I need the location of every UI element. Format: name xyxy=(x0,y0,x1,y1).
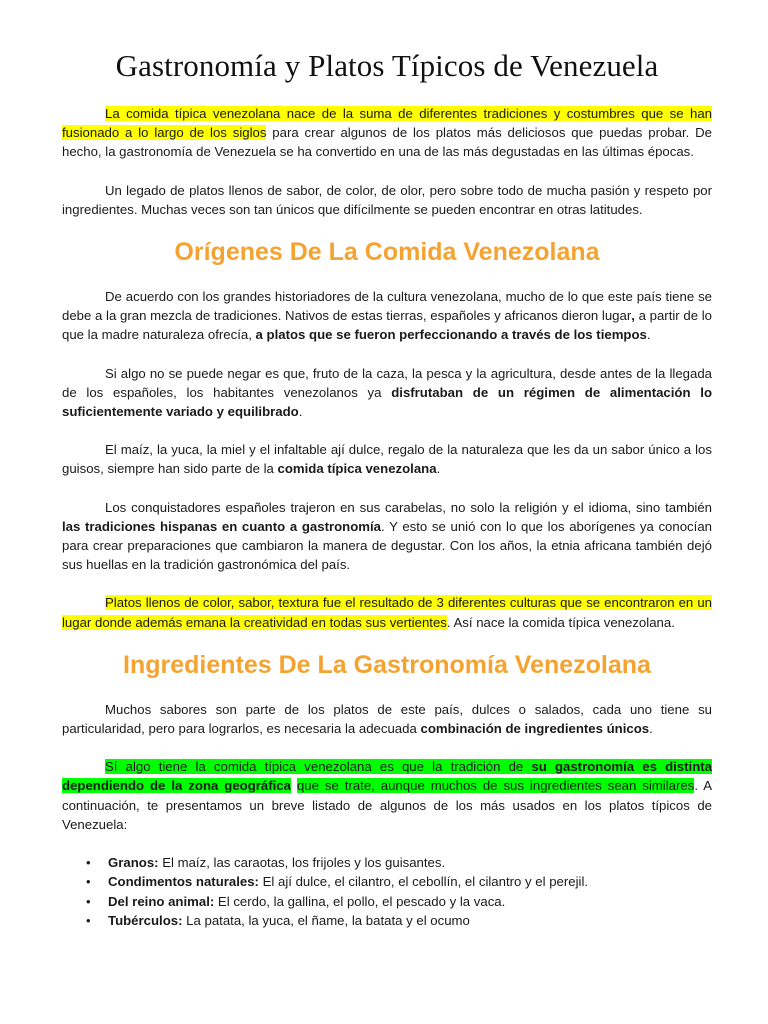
bold-text: combinación de ingredientes únicos xyxy=(420,721,650,737)
highlighted-bold-text: su gastronomía es distinta dependiendo de la zona geográfica xyxy=(62,759,712,794)
bold-text: a platos que se fueron perfeccionando a través de los tiempos xyxy=(255,327,647,343)
paragraph-text: El maíz, la yuca, la miel y el infaltable ají dulce, regalo de la naturaleza que les da un sabor único a los guisos, siempre han sido parte de la xyxy=(62,442,712,477)
list-item-label: Condimentos naturales: xyxy=(108,874,259,890)
paragraph-text: . xyxy=(646,327,651,343)
highlighted-text: La comida típica venezolana nace de la suma de diferentes tradiciones y costumbres que se han fusionado a lo largo de los siglos xyxy=(62,106,712,141)
bullet-icon: • xyxy=(86,913,91,929)
paragraph-text: De acuerdo con los grandes historiadores de la cultura venezolana, mucho de lo que este país tiene se debe a la gran mezcla de tradiciones. Nativos de estas tierras, españoles y africanos dieron lugar xyxy=(62,289,712,324)
paragraph-text: . A continuación, te presentamos un breve listado de algunos de los más usados en los platos típicos de Venezuela: xyxy=(62,778,712,832)
paragraph-text: . Y esto se unió con lo que los aborígenes ya conocían para crear preparaciones que cambiaron la manera de degustar. Con los años, la etnia africana también dejó sus huellas en la tradición gastronómica del país. xyxy=(62,518,712,573)
paragraph-text: . xyxy=(649,721,653,737)
origins-paragraph-1 xyxy=(62,287,712,345)
list-item xyxy=(86,872,712,891)
list-item-text: El ají dulce, el cilantro, el cebollín, el cilantro y el perejil. xyxy=(258,874,589,890)
bold-text: comida típica venezolana xyxy=(277,461,437,477)
ingredients-paragraph-1 xyxy=(62,700,712,738)
list-item-label: Tubérculos: xyxy=(108,913,183,929)
list-item-label: Del reino animal: xyxy=(108,893,215,909)
list-item-text: El cerdo, la gallina, el pollo, el pescado y la vaca. xyxy=(214,893,506,909)
list-item-text: La patata, la yuca, el ñame, la batata y el ocumo xyxy=(182,913,470,929)
ingredients-list xyxy=(62,853,712,931)
paragraph-text: Los conquistadores españoles trajeron en sus carabelas, no solo la religión y el idioma, sino también xyxy=(105,499,712,515)
list-item xyxy=(86,892,712,911)
origins-paragraph-5 xyxy=(62,593,712,631)
paragraph-text: . xyxy=(436,461,441,477)
paragraph-text: . xyxy=(298,404,303,420)
page-title: Gastronomía y Platos Típicos de Venezuela xyxy=(115,48,659,83)
paragraph-text: a partir de lo que la madre naturaleza ofrecía, xyxy=(62,308,712,343)
section-heading-ingredients: Ingredientes De La Gastronomía Venezolana xyxy=(123,650,651,679)
section-heading-origins: Orígenes De La Comida Venezolana xyxy=(174,238,600,267)
paragraph-text: para crear algunos de los platos más deliciosos que puedas probar. De hecho, la gastronomía de Venezuela se ha convertido en una de las más degustadas en las últimas épocas. xyxy=(62,125,712,160)
highlighted-text: que se trate, aunque muchos de sus ingredientes sean similares xyxy=(296,778,695,794)
list-item xyxy=(86,853,712,872)
origins-paragraph-3 xyxy=(62,440,712,478)
highlighted-text: Sí algo tiene la comida típica venezolana es que la tradición de xyxy=(105,759,532,775)
bold-text: las tradiciones hispanas en cuanto a gastronomía xyxy=(62,518,381,534)
intro-paragraph-2: Un legado de platos llenos de sabor, de color, de olor, pero sobre todo de mucha pasión y respeto por ingredientes. Muchas veces son tan únicos que difícilmente se pueden encontrar en otras latitudes. xyxy=(62,182,712,217)
bullet-icon: • xyxy=(86,855,91,871)
bullet-icon: • xyxy=(86,893,91,909)
bold-text: disfrutaban de un régimen de alimentación lo suficientemente variado y equilibrado xyxy=(62,384,713,420)
list-item-text: El maíz, las caraotas, los frijoles y los guisantes. xyxy=(158,855,446,871)
paragraph-text: Si algo no se puede negar es que, fruto de la caza, la pesca y la agricultura, desde antes de la llegada de los españoles, los habitantes venezolanos ya xyxy=(62,365,712,400)
bold-comma: , xyxy=(631,308,635,324)
origins-paragraph-4 xyxy=(62,498,712,575)
paragraph-text: Muchos sabores son parte de los platos de este país, dulces o salados, cada uno tiene su particularidad, pero para lograrlos, es necesaria la adecuada xyxy=(62,701,712,737)
highlighted-text: Platos llenos de color, sabor, textura fue el resultado de 3 diferentes culturas que se encontraron en un lugar donde además emana la creatividad en todas sus vertientes xyxy=(62,595,712,630)
ingredients-paragraph-2 xyxy=(62,757,712,834)
origins-paragraph-2 xyxy=(62,364,712,422)
bullet-icon: • xyxy=(86,874,91,890)
list-item xyxy=(86,911,712,930)
paragraph-text: . Así nace la comida típica venezolana. xyxy=(446,614,675,630)
list-item-label: Granos: xyxy=(108,855,159,871)
intro-paragraph-1 xyxy=(62,104,712,162)
